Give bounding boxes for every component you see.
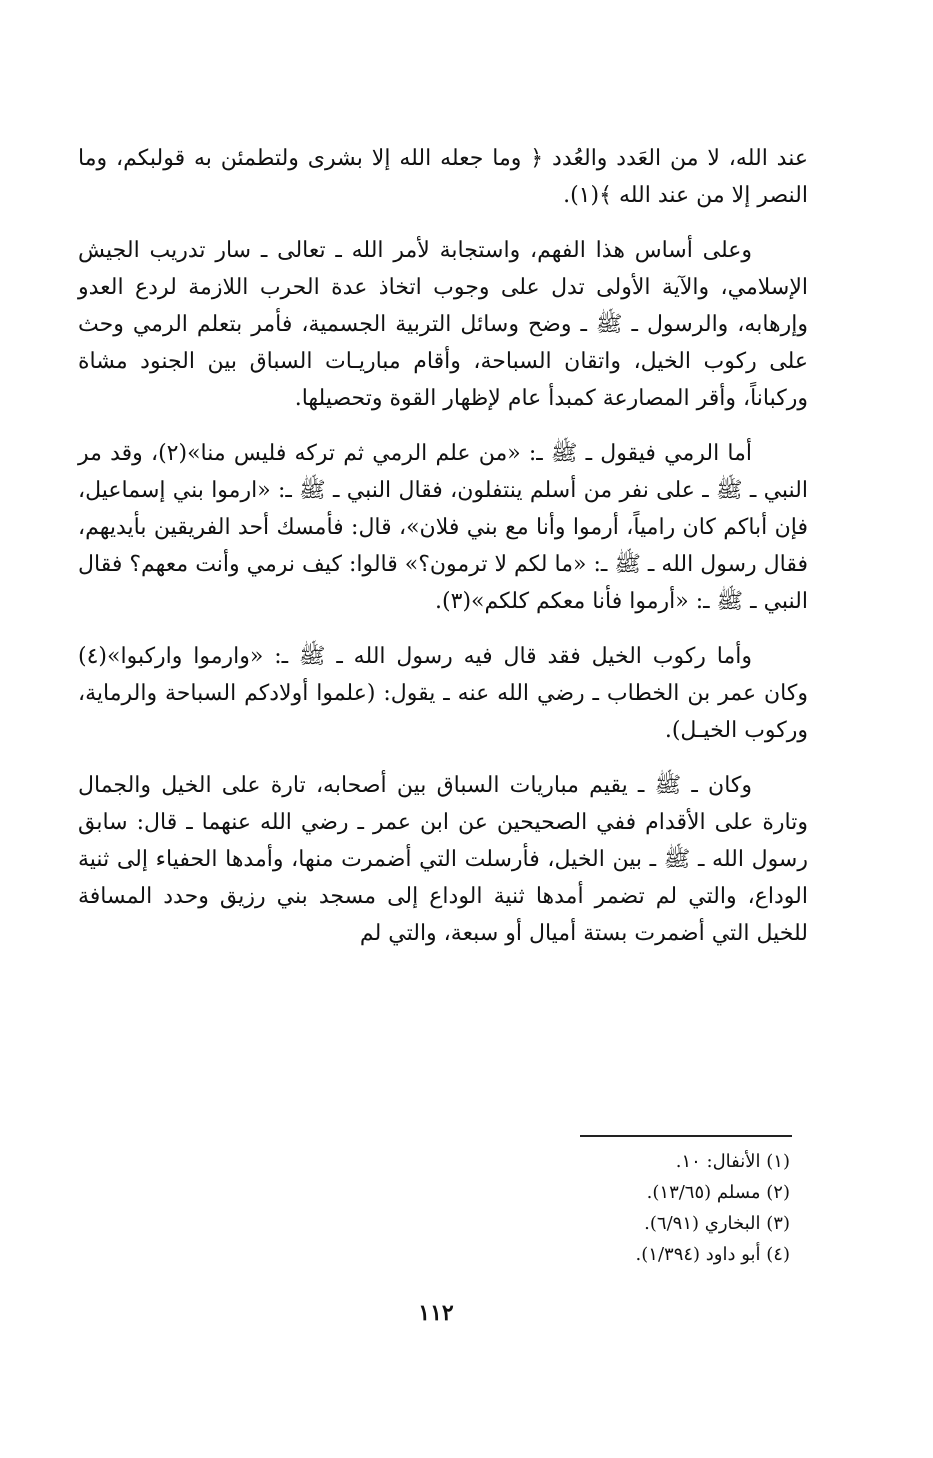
footnote-divider	[580, 1135, 792, 1137]
footnotes	[500, 1146, 790, 1270]
main-text	[78, 140, 808, 970]
paragraph-4: وأما ركوب الخيل فقد قال فيه رسول الله ـ ﷺ ـ: «وارموا واركبوا»(٤) وكان عمر بن الخطاب ـ رضي الله عنه ـ يقول: (علموا أولادكم السباحة والرماية، وركوب الخيـل).	[78, 644, 808, 743]
footnote-2: (٢) مسلم (١٣/٦٥).	[646, 1182, 790, 1203]
paragraph-5: وكان ـ ﷺ ـ يقيم مباريات السباق بين أصحابه، تارة على الخيل والجمال وتارة على الأقدام ففي الصحيحين عن ابن عمر ـ رضي الله عنهما ـ قال: سابق رسول الله ـ ﷺ ـ بين الخيل، فأرسلت التي أضمرت منها، وأمدها الحفياء إلى ثنية الوداع، والتي لم تضمر أمدها ثنية الوداع إلى مسجد بني رزيق وحدد المسافة للخيل التي أضمرت بستة أميال أو سبعة، والتي لم	[78, 773, 808, 946]
paragraph-3: أما الرمي فيقول ـ ﷺ ـ: «من علم الرمي ثم تركه فليس منا»(٢)، وقد مر النبي ـ ﷺ ـ على نفر من أسلم ينتفلون، فقال النبي ـ ﷺ ـ: «ارموا بني إسماعيل، فإن أباكم كان رامياً، أرموا وأنا مع بني فلان»، قال: فأمسك أحد الفريقين بأيديهم، فقال رسول الله ـ ﷺ ـ: «ما لكم لا ترمون؟» قالوا: كيف نرمي وأنت معهم؟ فقال النبي ـ ﷺ ـ: «أرموا فأنا معكم كلكم»(٣).	[78, 441, 808, 614]
paragraph-2: وعلى أساس هذا الفهم، واستجابة لأمر الله ـ تعالى ـ سار تدريب الجيش الإسلامي، والآية الأولى تدل على وجوب اتخاذ عدة الحرب اللازمة لردع العدو وإرهابه، والرسول ـ ﷺ ـ وضح وسائل التربية الجسمية، فأمر بتعلم الرمي وحث على ركوب الخيل، واتقان السباحة، وأقام مباريـات السباق بين الجنود مشاة وركباناً، وأقر المصارعة كمبدأ عام لإظهار القوة وتحصيلها.	[78, 238, 808, 411]
footnote-1: (١) الأنفال: ١٠.	[675, 1151, 790, 1172]
paragraph-1: عند الله، لا من العَدد والعُدد ﴿ وما جعله الله إلا بشرى ولتطمئن به قولبكم، وما النصر إلا من عند الله ﴾(١).	[78, 146, 808, 208]
footnote-4: (٤) أبو داود (١/٣٩٤).	[635, 1244, 790, 1265]
footnote-3: (٣) البخاري (٦/٩١).	[644, 1213, 790, 1234]
page-number: ١١٢	[418, 1300, 454, 1326]
